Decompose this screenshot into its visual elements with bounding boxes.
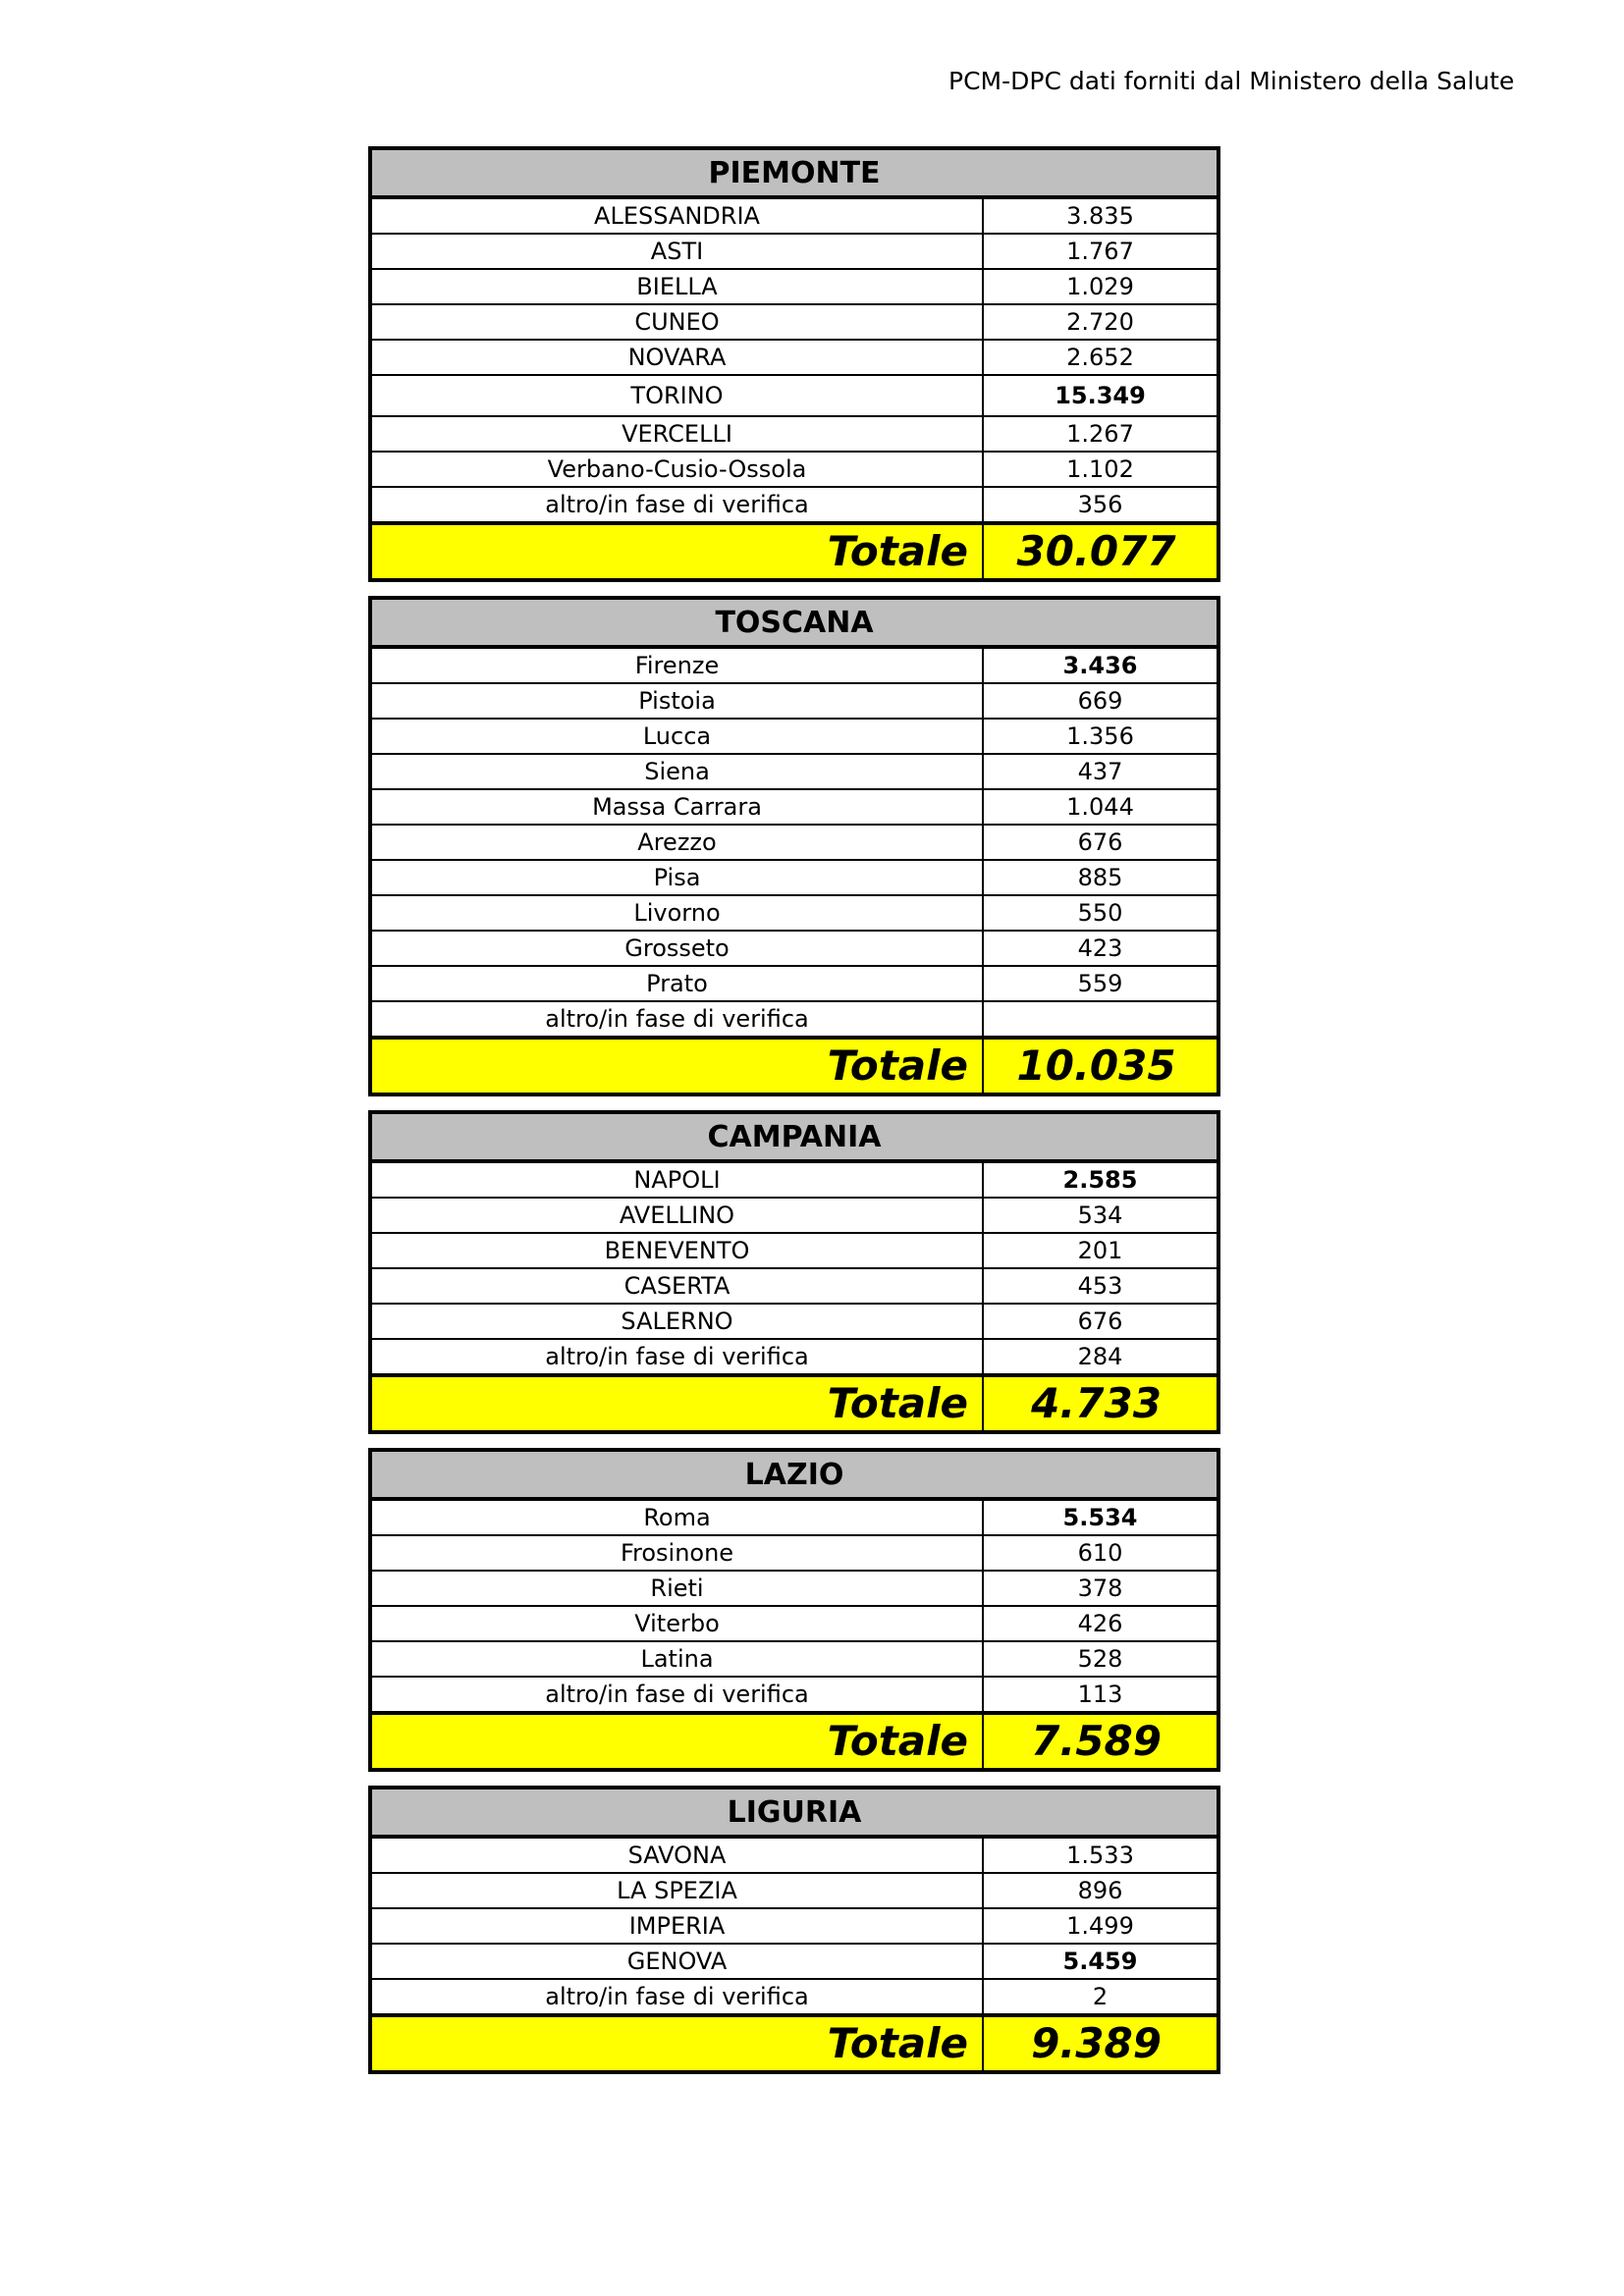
province-value: 378 — [983, 1571, 1218, 1606]
region-table-lazio — [368, 1448, 1220, 1772]
table-row — [370, 860, 1218, 895]
province-value: 1.102 — [983, 452, 1218, 487]
province-label: Rieti — [370, 1571, 983, 1606]
province-label: LA SPEZIA — [370, 1873, 983, 1908]
total-row — [370, 523, 1218, 580]
table-row — [370, 1837, 1218, 1873]
table-row — [370, 234, 1218, 269]
province-value: 2.652 — [983, 340, 1218, 375]
province-label: ASTI — [370, 234, 983, 269]
total-row — [370, 2015, 1218, 2072]
table-row — [370, 719, 1218, 754]
province-value: 896 — [983, 1873, 1218, 1908]
table-row — [370, 1571, 1218, 1606]
province-value: 669 — [983, 683, 1218, 719]
table-row — [370, 683, 1218, 719]
table-row — [370, 1677, 1218, 1713]
region-title: TOSCANA — [370, 598, 1218, 647]
region-title: PIEMONTE — [370, 148, 1218, 197]
province-value: 559 — [983, 966, 1218, 1001]
table-row — [370, 304, 1218, 340]
province-label: Prato — [370, 966, 983, 1001]
province-value: 201 — [983, 1233, 1218, 1268]
province-value: 3.436 — [983, 647, 1218, 683]
table-row — [370, 1339, 1218, 1375]
table-row — [370, 754, 1218, 789]
table-row — [370, 416, 1218, 452]
table-row — [370, 966, 1218, 1001]
province-value — [983, 1001, 1218, 1038]
province-label: Pisa — [370, 860, 983, 895]
province-label: CASERTA — [370, 1268, 983, 1304]
province-label: Roma — [370, 1499, 983, 1535]
province-value: 113 — [983, 1677, 1218, 1713]
province-label: Latina — [370, 1641, 983, 1677]
table-row — [370, 375, 1218, 416]
province-label: NOVARA — [370, 340, 983, 375]
total-row — [370, 1038, 1218, 1095]
region-table-piemonte — [368, 146, 1220, 582]
total-row — [370, 1375, 1218, 1432]
table-row — [370, 825, 1218, 860]
province-value: 528 — [983, 1641, 1218, 1677]
province-value: 676 — [983, 825, 1218, 860]
table-row — [370, 895, 1218, 931]
province-label: ALESSANDRIA — [370, 197, 983, 234]
table-row — [370, 1499, 1218, 1535]
table-row — [370, 1304, 1218, 1339]
table-row — [370, 1001, 1218, 1038]
total-row — [370, 1713, 1218, 1770]
province-label: altro/in fase di verifica — [370, 1001, 983, 1038]
province-value: 2.585 — [983, 1161, 1218, 1198]
total-label: Totale — [370, 1713, 983, 1770]
province-label: altro/in fase di verifica — [370, 1979, 983, 2015]
province-value: 1.267 — [983, 416, 1218, 452]
table-row — [370, 487, 1218, 523]
province-label: IMPERIA — [370, 1908, 983, 1944]
total-label: Totale — [370, 523, 983, 580]
table-row — [370, 647, 1218, 683]
province-value: 2.720 — [983, 304, 1218, 340]
total-value: 4.733 — [983, 1375, 1218, 1432]
table-row — [370, 1198, 1218, 1233]
region-tables — [368, 146, 1217, 2088]
table-row — [370, 1873, 1218, 1908]
table-row — [370, 1979, 1218, 2015]
region-table-campania — [368, 1110, 1220, 1434]
total-value: 30.077 — [983, 523, 1218, 580]
province-value: 15.349 — [983, 375, 1218, 416]
table-row — [370, 1944, 1218, 1979]
province-label: GENOVA — [370, 1944, 983, 1979]
region-title: LAZIO — [370, 1450, 1218, 1499]
total-value: 7.589 — [983, 1713, 1218, 1770]
table-row — [370, 789, 1218, 825]
province-label: BENEVENTO — [370, 1233, 983, 1268]
region-title: LIGURIA — [370, 1788, 1218, 1837]
province-value: 1.044 — [983, 789, 1218, 825]
table-row — [370, 1268, 1218, 1304]
province-value: 550 — [983, 895, 1218, 931]
province-value: 885 — [983, 860, 1218, 895]
region-table-toscana — [368, 596, 1220, 1096]
total-label: Totale — [370, 1375, 983, 1432]
province-value: 453 — [983, 1268, 1218, 1304]
province-label: BIELLA — [370, 269, 983, 304]
table-row — [370, 1641, 1218, 1677]
table-row — [370, 1161, 1218, 1198]
province-label: altro/in fase di verifica — [370, 487, 983, 523]
total-value: 10.035 — [983, 1038, 1218, 1095]
province-value: 610 — [983, 1535, 1218, 1571]
province-label: TORINO — [370, 375, 983, 416]
province-label: SALERNO — [370, 1304, 983, 1339]
province-label: Pistoia — [370, 683, 983, 719]
table-row — [370, 269, 1218, 304]
table-row — [370, 1606, 1218, 1641]
province-value: 1.499 — [983, 1908, 1218, 1944]
region-table-liguria — [368, 1786, 1220, 2074]
province-label: CUNEO — [370, 304, 983, 340]
province-value: 356 — [983, 487, 1218, 523]
total-value: 9.389 — [983, 2015, 1218, 2072]
province-value: 426 — [983, 1606, 1218, 1641]
table-row — [370, 452, 1218, 487]
province-label: Massa Carrara — [370, 789, 983, 825]
table-row — [370, 931, 1218, 966]
province-label: Siena — [370, 754, 983, 789]
province-value: 1.356 — [983, 719, 1218, 754]
province-label: Lucca — [370, 719, 983, 754]
province-value: 437 — [983, 754, 1218, 789]
province-label: altro/in fase di verifica — [370, 1339, 983, 1375]
province-label: Arezzo — [370, 825, 983, 860]
province-value: 1.767 — [983, 234, 1218, 269]
total-label: Totale — [370, 1038, 983, 1095]
province-label: NAPOLI — [370, 1161, 983, 1198]
province-value: 3.835 — [983, 197, 1218, 234]
province-value: 534 — [983, 1198, 1218, 1233]
province-value: 1.533 — [983, 1837, 1218, 1873]
table-row — [370, 340, 1218, 375]
province-value: 5.459 — [983, 1944, 1218, 1979]
table-row — [370, 197, 1218, 234]
province-label: Livorno — [370, 895, 983, 931]
region-title: CAMPANIA — [370, 1112, 1218, 1161]
province-value: 1.029 — [983, 269, 1218, 304]
province-label: AVELLINO — [370, 1198, 983, 1233]
province-label: Frosinone — [370, 1535, 983, 1571]
table-row — [370, 1908, 1218, 1944]
total-label: Totale — [370, 2015, 983, 2072]
province-label: VERCELLI — [370, 416, 983, 452]
province-label: Verbano-Cusio-Ossola — [370, 452, 983, 487]
province-label: altro/in fase di verifica — [370, 1677, 983, 1713]
province-value: 284 — [983, 1339, 1218, 1375]
table-row — [370, 1535, 1218, 1571]
province-value: 676 — [983, 1304, 1218, 1339]
province-value: 2 — [983, 1979, 1218, 2015]
province-label: Firenze — [370, 647, 983, 683]
province-label: Viterbo — [370, 1606, 983, 1641]
table-row — [370, 1233, 1218, 1268]
province-label: SAVONA — [370, 1837, 983, 1873]
province-label: Grosseto — [370, 931, 983, 966]
province-value: 5.534 — [983, 1499, 1218, 1535]
page-header: PCM-DPC dati forniti dal Ministero della Salute — [948, 67, 1515, 95]
province-value: 423 — [983, 931, 1218, 966]
